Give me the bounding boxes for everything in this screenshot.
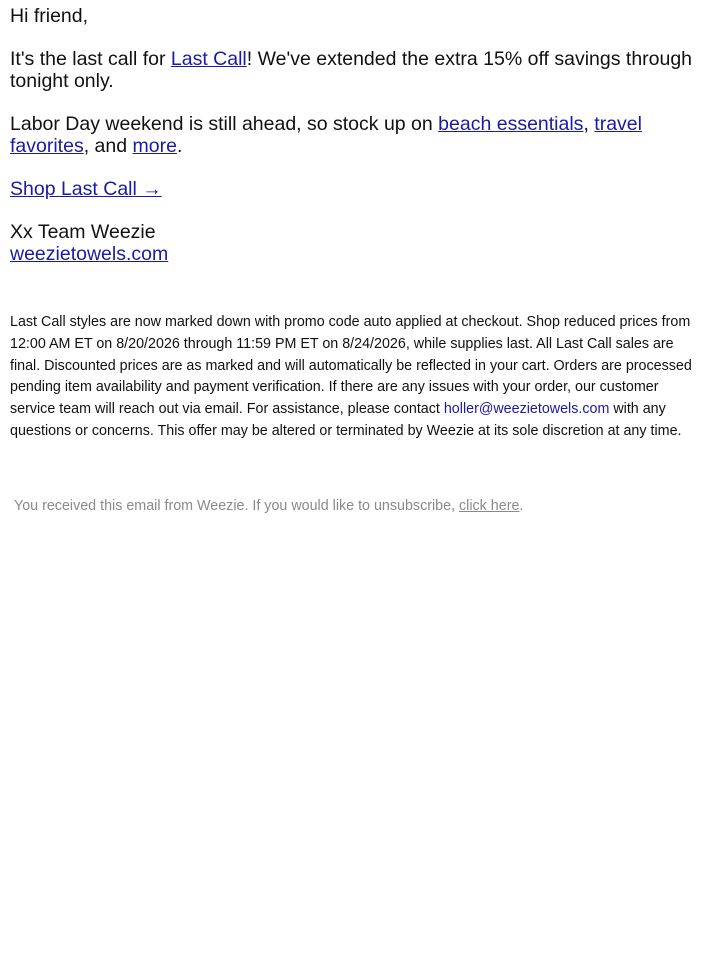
footer-text: You received this email from Weezie. If you would like to unsubscribe,: [14, 498, 460, 514]
cta-paragraph: [10, 178, 700, 200]
more-link[interactable]: more: [132, 135, 177, 157]
intro-text-end: ! We've extended the extra 15% off savings through tonight only.: [10, 48, 693, 92]
separator-and: , and: [83, 135, 133, 157]
fine-print: [10, 312, 705, 443]
greeting: Hi friend,: [10, 5, 89, 27]
fine-print-paragraph: [10, 312, 705, 443]
email-message: [10, 5, 700, 265]
labor-day-text: Labor Day weekend is still ahead, so stock up on: [10, 113, 439, 135]
intro-text: It's the last call for: [10, 48, 171, 70]
travel-favorites-link[interactable]: travel favorites: [10, 113, 642, 157]
last-call-link[interactable]: Last Call: [170, 48, 247, 70]
fine-print-text: Last Call styles are now marked down with promo code auto applied at checkout. Shop reduced prices from 12:00 AM ET on 8/20/2026 through 11:59 PM ET on 8/24/2026, while supplies last. All Last Call sales are final. Discounted prices are as marked and will automatically be reflected in your cart. Orders are processed pending item availability and payment verification. If there are any issues with your order, our customer service team will reach out via email. For assistance, please contact: [10, 314, 692, 418]
website-link[interactable]: weezietowels.com: [10, 243, 169, 265]
separator-comma: ,: [583, 113, 595, 135]
shop-last-call-link[interactable]: Shop Last Call →: [10, 178, 162, 200]
footer-period: .: [519, 498, 524, 514]
signoff: Xx Team Weezie: [10, 221, 156, 243]
labor-day-period: .: [176, 135, 183, 157]
fine-print-text-end: with any questions or concerns. This offer may be altered or terminated by Weezie at its sole discretion at any time.: [10, 401, 682, 439]
unsubscribe-link[interactable]: click here: [459, 498, 520, 514]
labor-day-paragraph: [10, 113, 700, 157]
site-paragraph: [10, 243, 700, 265]
intro-paragraph: [10, 48, 700, 92]
unsubscribe-footer: [14, 496, 704, 516]
support-email-link[interactable]: holler@weezietowels.com: [443, 401, 610, 418]
beach-essentials-link[interactable]: beach essentials: [438, 113, 584, 135]
